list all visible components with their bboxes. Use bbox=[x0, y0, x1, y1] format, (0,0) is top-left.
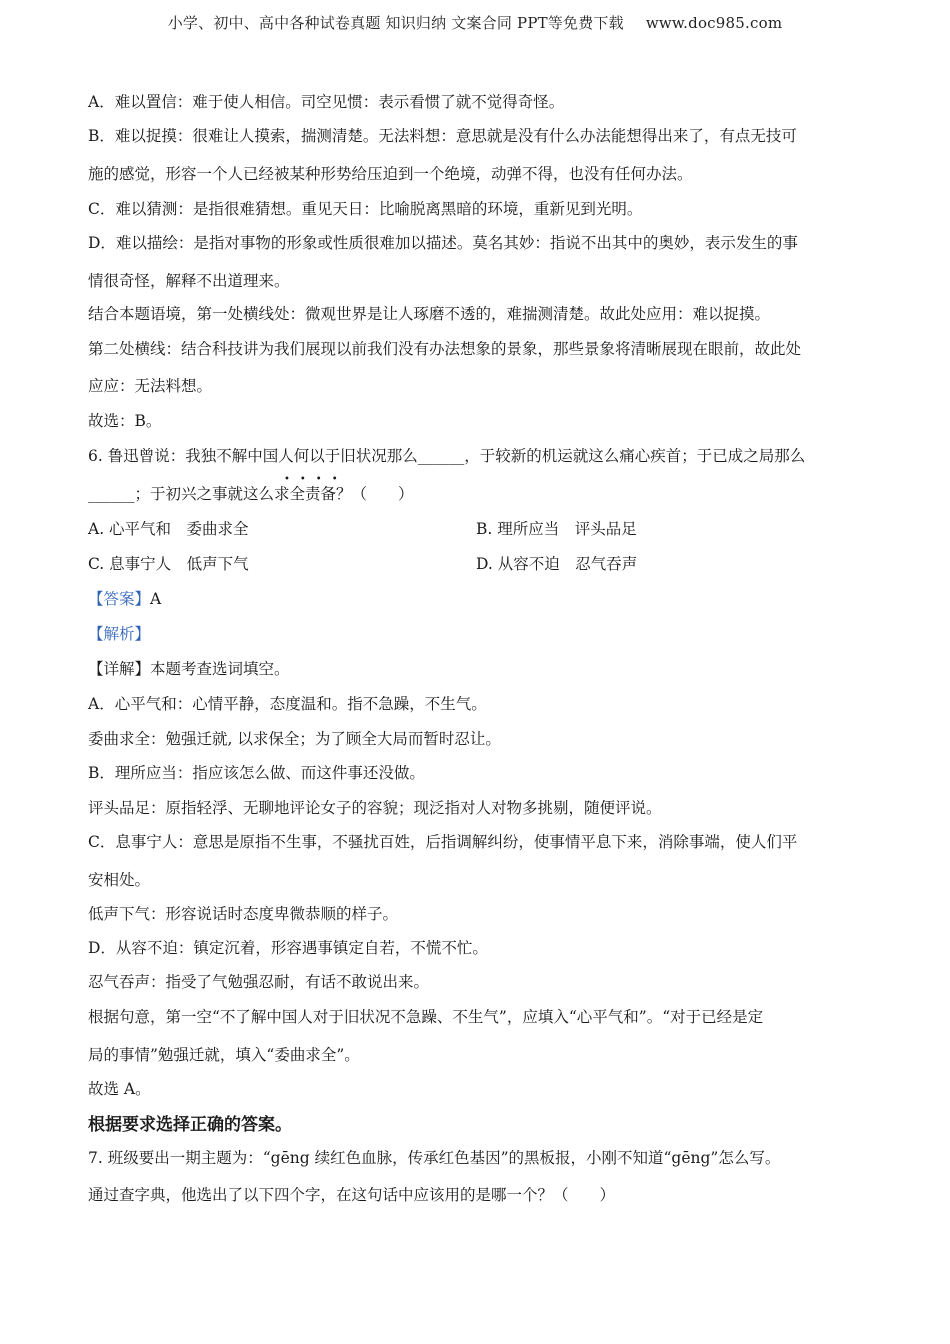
answer-value: A bbox=[150, 590, 162, 608]
explain-line: 局的事情”勉强迁就，填入“委曲求全”。 bbox=[88, 1046, 360, 1064]
analysis-label: 【解析】 bbox=[88, 625, 151, 643]
text-line: 情很奇怪，解释不出道理来。 bbox=[88, 272, 290, 290]
option-b: B. 理所应当 评头品足 bbox=[476, 520, 637, 538]
text-line: 应应：无法料想。 bbox=[88, 377, 213, 395]
explain-line: 忍气吞声：指受了气勉强忍耐，有话不敢说出来。 bbox=[88, 973, 430, 991]
question-6-stem-cont: ______；于初兴之事就这么求全责备？（ ） bbox=[88, 485, 414, 503]
section-title: 根据要求选择正确的答案。 bbox=[88, 1115, 292, 1135]
explain-line: D．从容不迫：镇定沉着，形容遇事镇定自若，不慌不忙。 bbox=[88, 939, 488, 957]
explain-line: B．理所应当：指应该怎么做、而这件事还没做。 bbox=[88, 764, 425, 782]
header-title: 小学、初中、高中各种试卷真题 知识归纳 文案合同 PPT等免费下载 bbox=[167, 14, 624, 32]
explain-line: 评头品足：原指轻浮、无聊地评论女子的容貌；现泛指对人对物多挑剔，随便评说。 bbox=[88, 799, 662, 817]
explain-line: 【详解】本题考查选词填空。 bbox=[88, 660, 290, 678]
answer-line bbox=[88, 587, 161, 609]
text-line: A．难以置信：难于使人相信。司空见惯：表示看惯了就不觉得奇怪。 bbox=[88, 93, 565, 111]
question-7-stem: 7. 班级要出一期主题为：“gēng 续红色血脉，传承红色基因”的黑板报，小刚不知道“gēng”怎么写。 bbox=[88, 1149, 781, 1167]
text-line: D．难以描绘：是指对事物的形象或性质很难加以描述。莫名其妙：指说不出其中的奥妙，表示发生的事 bbox=[88, 234, 798, 252]
question-6-stem: 6. 鲁迅曾说：我独不解中国人何以于旧状况那么______，于较新的机运就这么痛心疾首；于已成之局那么 bbox=[88, 447, 806, 465]
text-line: 结合本题语境，第一处横线处：微观世界是让人琢磨不透的，难揣测清楚。故此处应用：难以捉摸。 bbox=[88, 305, 771, 323]
text-line: 施的感觉，形容一个人已经被某种形势给压迫到一个绝境，动弹不得，也没有任何办法。 bbox=[88, 165, 693, 183]
text-line: B．难以捉摸：很难让人摸索，揣测清楚。无法料想：意思就是没有什么办法能想得出来了，有点无技可 bbox=[88, 127, 797, 145]
question-7-stem-cont: 通过查字典，他选出了以下四个字，在这句话中应该用的是哪一个？（ ） bbox=[88, 1186, 616, 1204]
header-site: www.doc985.com bbox=[645, 14, 783, 32]
answer-label: 【答案】 bbox=[88, 590, 151, 608]
explain-line: A．心平气和：心情平静，态度温和。指不急躁，不生气。 bbox=[88, 695, 487, 713]
explain-line: C．息事宁人：意思是原指不生事，不骚扰百姓，后指调解纠纷，使事情平息下来，消除事端，使人们平 bbox=[88, 833, 798, 851]
option-c: C. 息事宁人 低声下气 bbox=[88, 555, 249, 573]
option-d: D. 从容不迫 忍气吞声 bbox=[476, 555, 638, 573]
page-header bbox=[0, 12, 950, 33]
explain-line: 安相处。 bbox=[88, 871, 151, 889]
emphasis-dots: • • • • bbox=[284, 474, 338, 485]
explain-line: 故选 A。 bbox=[88, 1080, 151, 1098]
option-a: A. 心平气和 委曲求全 bbox=[88, 520, 249, 538]
text-line: 第二处横线：结合科技讲为我们展现以前我们没有办法想象的景象，那些景象将清晰展现在眼前，故此处 bbox=[88, 340, 802, 358]
text-line: C．难以猜测：是指很难猜想。重见天日：比喻脱离黑暗的环境，重新见到光明。 bbox=[88, 200, 643, 218]
explain-line: 低声下气：形容说话时态度卑微恭顺的样子。 bbox=[88, 905, 399, 923]
explain-line: 委曲求全：勉强迁就, 以求保全；为了顾全大局而暂时忍让。 bbox=[88, 730, 501, 748]
explain-line: 根据句意，第一空“不了解中国人对于旧状况不急躁、不生气”，应填入“心平气和”。“对于已经是定 bbox=[88, 1008, 764, 1026]
text-line: 故选：B。 bbox=[88, 412, 162, 430]
